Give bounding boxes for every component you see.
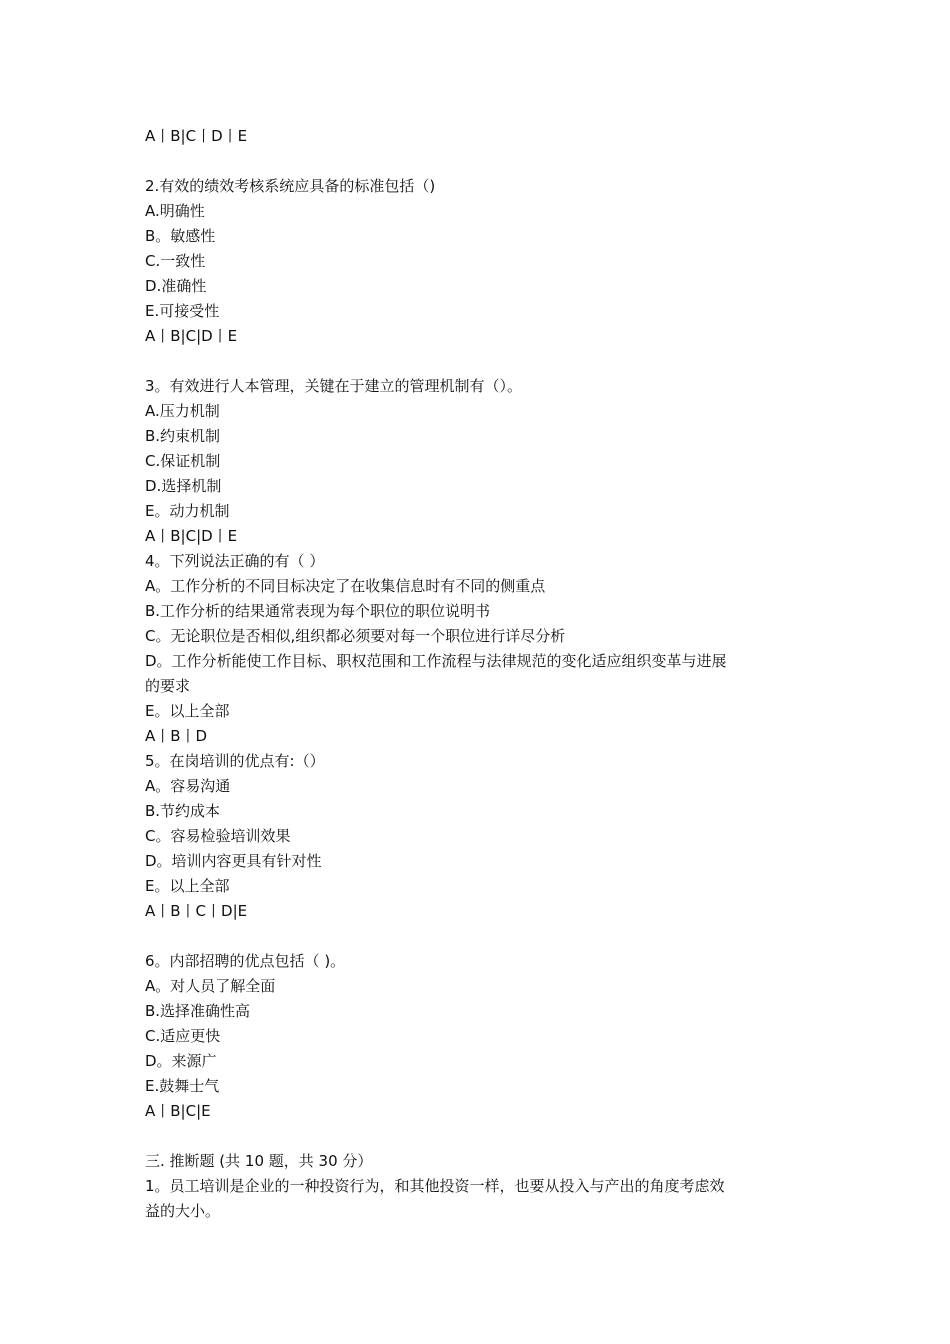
option-line-continued: 的要求: [145, 677, 191, 695]
blank-line: [145, 349, 815, 374]
option-line: A。容易沟通: [145, 777, 231, 795]
option-line: A.压力机制: [145, 402, 220, 420]
section-heading: 三. 推断题 (共 10 题，共 30 分）: [145, 1152, 373, 1170]
option-line: C.适应更快: [145, 1027, 221, 1045]
option-line: D.选择机制: [145, 477, 222, 495]
blank-line: [145, 149, 815, 174]
blank-line: [145, 924, 815, 949]
option-line: A.明确性: [145, 202, 205, 220]
option-line: E.鼓舞士气: [145, 1077, 220, 1095]
answer-line: A丨B丨D: [145, 727, 208, 745]
option-line: A。工作分析的不同目标决定了在收集信息时有不同的侧重点: [145, 577, 546, 595]
option-line: B.选择准确性高: [145, 1002, 251, 1020]
answer-line: A丨B|C|D丨E: [145, 327, 238, 345]
answer-line: A丨B|C丨D丨E: [145, 127, 248, 145]
question-6: 6。内部招聘的优点包括（ )。: [145, 952, 346, 970]
question-5: 5。在岗培训的优点有:（）: [145, 752, 325, 770]
question-3: 3。有效进行人本管理，关键在于建立的管理机制有（）。: [145, 377, 523, 395]
option-line: E。以上全部: [145, 702, 230, 720]
option-line: B.节约成本: [145, 802, 221, 820]
option-line: D.准确性: [145, 277, 207, 295]
question-2: 2.有效的绩效考核系统应具备的标准包括（): [145, 177, 436, 195]
option-line: E.可接受性: [145, 302, 220, 320]
option-line: B。敏感性: [145, 227, 216, 245]
option-line: B.工作分析的结果通常表现为每个职位的职位说明书: [145, 602, 491, 620]
option-line: C.保证机制: [145, 452, 221, 470]
judgment-question-1-continued: 益的大小。: [145, 1202, 221, 1220]
blank-line: [145, 1124, 815, 1149]
answer-line: A丨B|C|D丨E: [145, 527, 238, 545]
option-line: D。培训内容更具有针对性: [145, 852, 322, 870]
question-4: 4。下列说法正确的有（ ）: [145, 552, 325, 570]
option-line: C。无论职位是否相似,组织都必须要对每一个职位进行详尽分析: [145, 627, 566, 645]
option-line: D。来源广: [145, 1052, 217, 1070]
document-body: [145, 124, 815, 1224]
option-line: E。以上全部: [145, 877, 230, 895]
option-line: D。工作分析能使工作目标、职权范围和工作流程与法律规范的变化适应组织变革与进展: [145, 652, 727, 670]
option-line: C.一致性: [145, 252, 206, 270]
answer-line: A丨B丨C丨D|E: [145, 902, 248, 920]
option-line: C。容易检验培训效果: [145, 827, 291, 845]
option-line: E。动力机制: [145, 502, 230, 520]
option-line: B.约束机制: [145, 427, 221, 445]
option-line: A。对人员了解全面: [145, 977, 276, 995]
answer-line: A丨B|C|E: [145, 1102, 211, 1120]
judgment-question-1: 1。员工培训是企业的一种投资行为，和其他投资一样，也要从投入与产出的角度考虑效: [145, 1177, 725, 1195]
